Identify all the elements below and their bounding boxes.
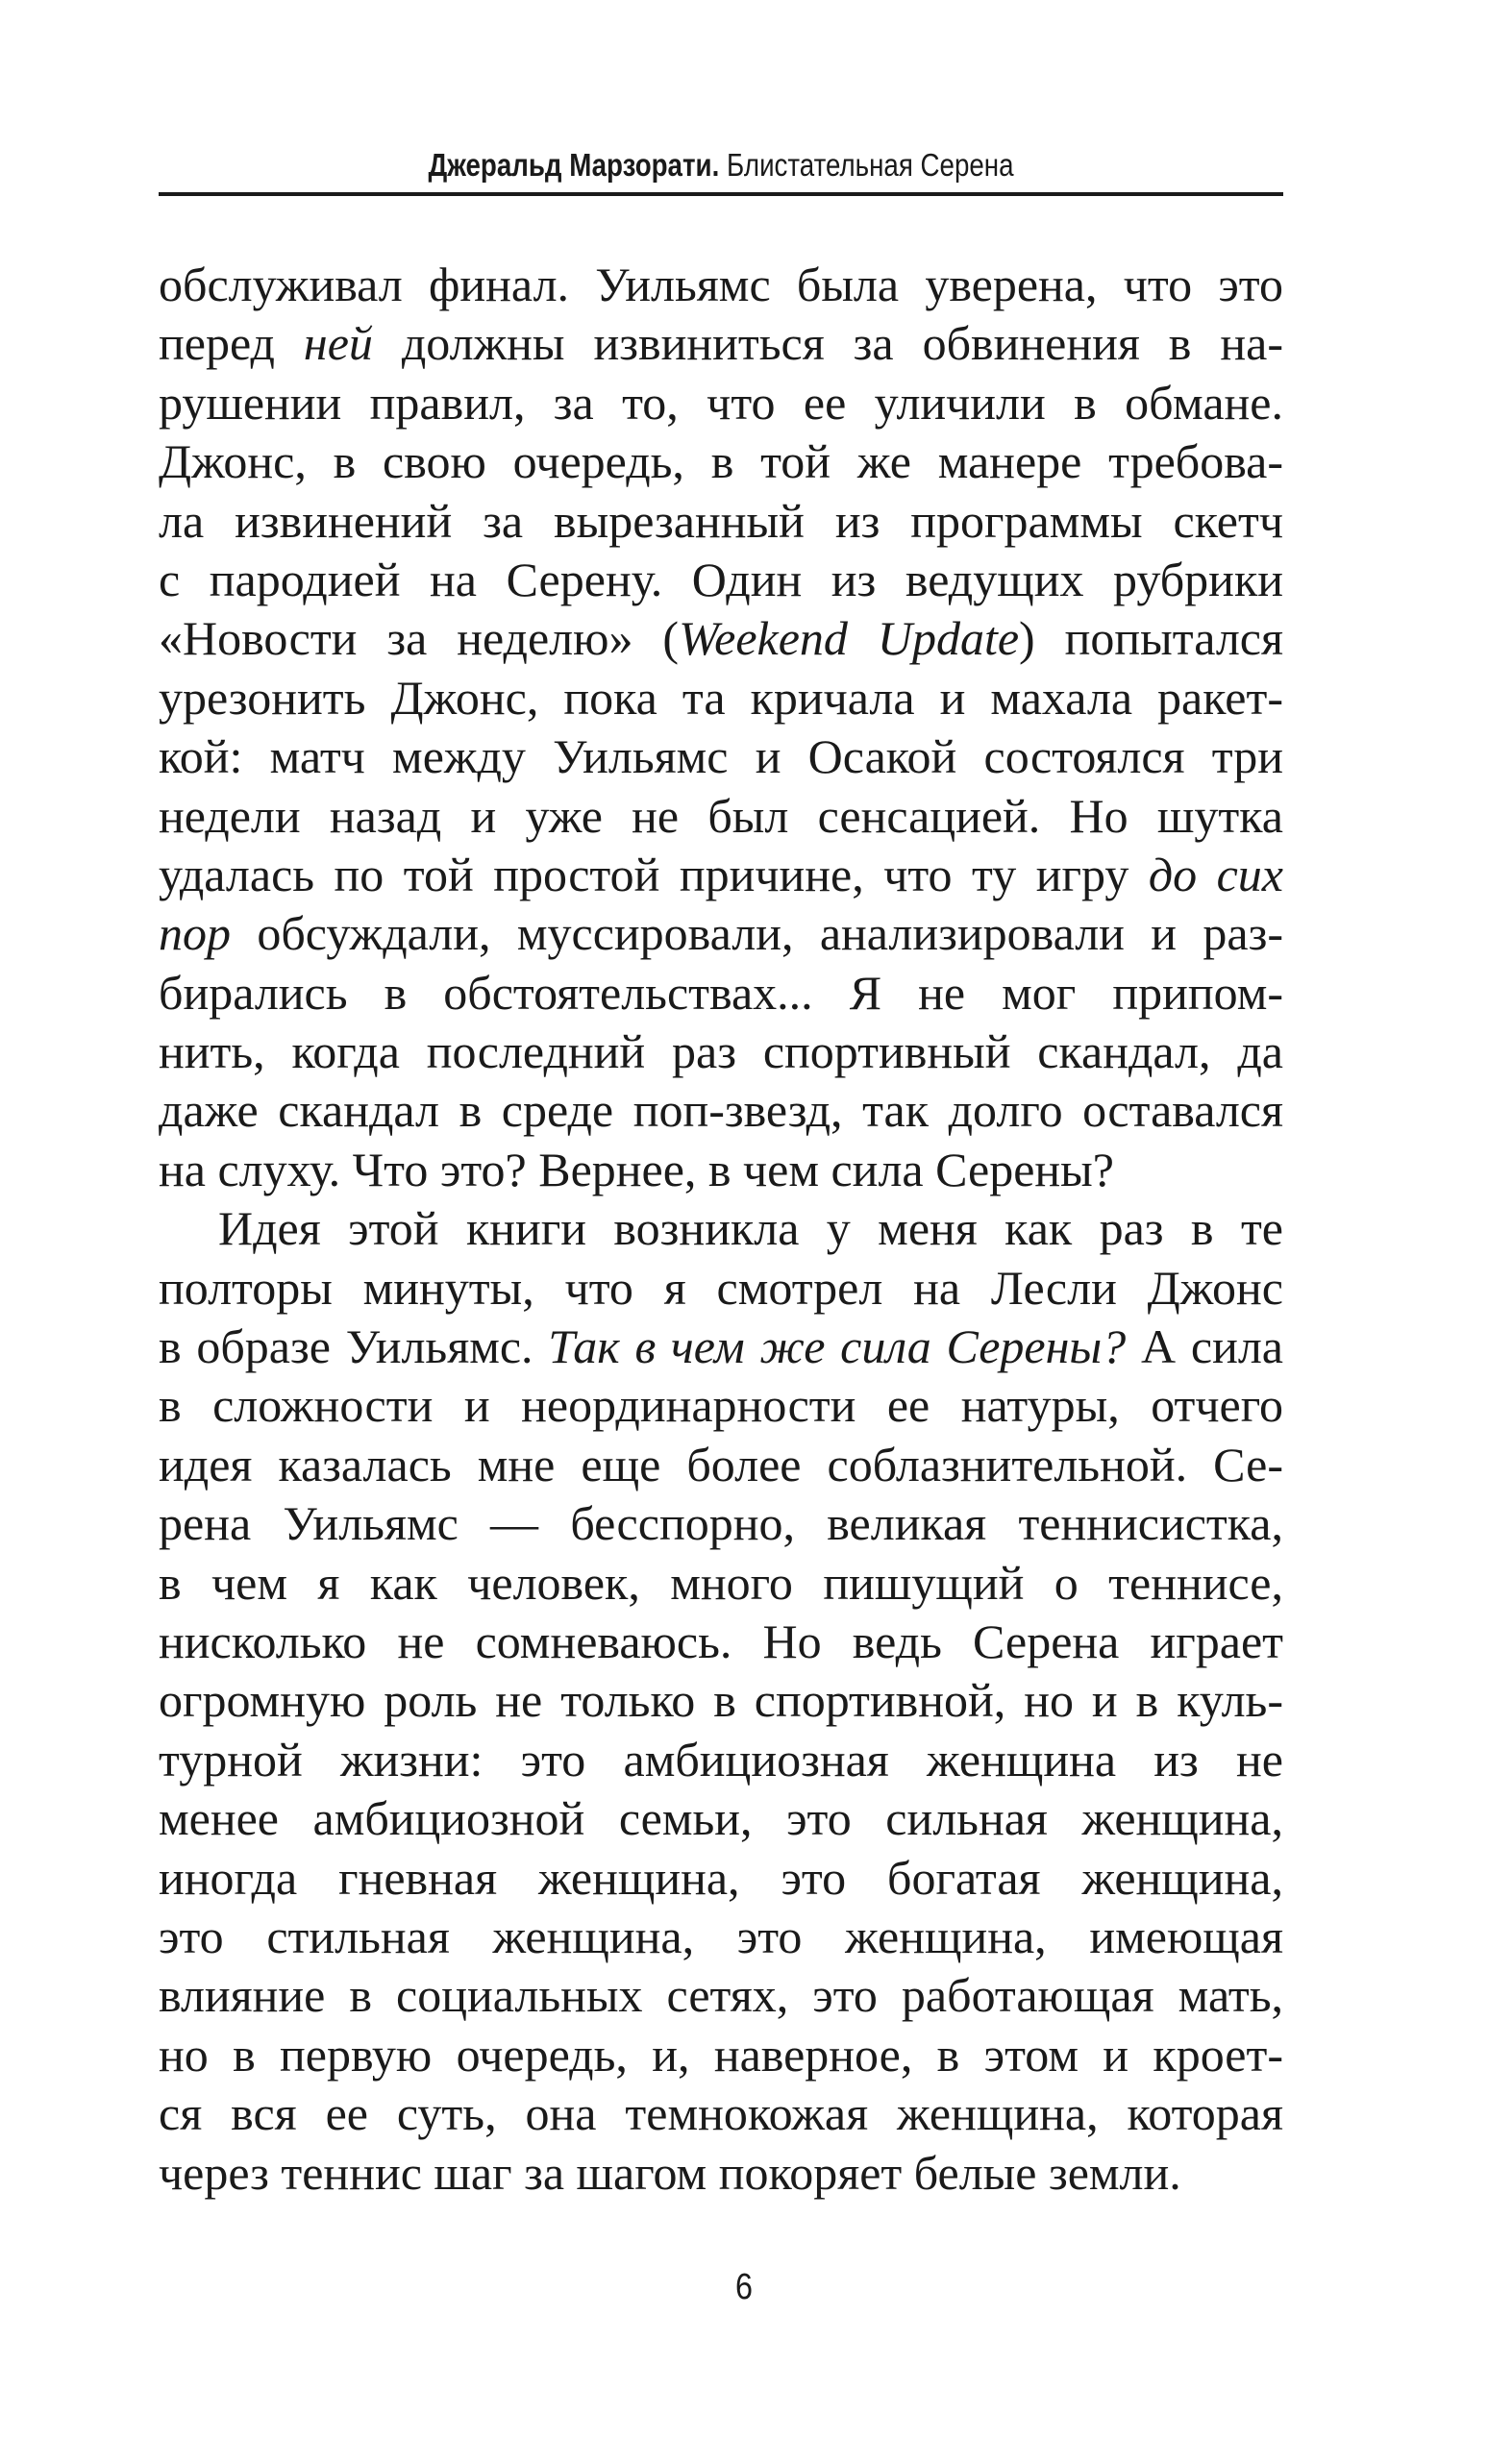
text-line	[159, 964, 1283, 1023]
text-line	[159, 2084, 1283, 2143]
text-run: на слуху. Что это? Вернее, в чем сила Серены?	[159, 1142, 1114, 1196]
text-line	[159, 2144, 1283, 2203]
text-line	[159, 374, 1283, 432]
text-line	[159, 256, 1283, 314]
text-run: в сложности и неординарности ее натуры, отчего	[159, 1378, 1283, 1433]
text-line	[159, 1731, 1283, 1789]
text-run: ) попытался	[1019, 611, 1283, 666]
text-run: А сила	[1126, 1319, 1283, 1374]
header-rule	[159, 192, 1283, 196]
text-run: урезонить Джонс, пока та кричала и махала ракет-	[159, 670, 1283, 725]
text-line	[159, 846, 1283, 904]
italic-run: ней	[303, 316, 373, 371]
text-run: нить, когда последний раз спортивный скандал, да	[159, 1024, 1283, 1079]
text-line	[159, 492, 1283, 551]
text-run: с пародией на Серену. Один из ведущих рубрики	[159, 552, 1283, 606]
text-run: рена Уильямс — бесспорно, великая теннисистка,	[159, 1496, 1283, 1551]
text-line	[159, 314, 1283, 373]
text-run: бирались в обстоятельствах... Я не мог припом-	[159, 965, 1283, 1020]
italic-run: Так в чем же сила Серены?	[548, 1319, 1127, 1374]
text-run: идея казалась мне еще более соблазнительной. Се-	[159, 1437, 1283, 1491]
text-run: нисколько не сомневаюсь. Но ведь Серена играет	[159, 1614, 1283, 1668]
text-line	[159, 1199, 1283, 1258]
text-run: Джонс, в свою очередь, в той же манере требова-	[159, 434, 1283, 489]
text-run: но в первую очередь, и, наверное, в этом и кроет-	[159, 2027, 1283, 2082]
text-run: обсуждали, муссировали, анализировали и раз-	[231, 906, 1283, 961]
text-line	[159, 727, 1283, 786]
text-line	[159, 904, 1283, 963]
text-run: огромную роль не только в спортивной, но и в куль-	[159, 1673, 1283, 1728]
text-line	[159, 1908, 1283, 1966]
text-run: «Новости за неделю» (	[159, 611, 680, 666]
text-run: влияние в социальных сетях, это работающая мать,	[159, 1968, 1283, 2023]
text-line	[159, 551, 1283, 609]
text-run: недели назад и уже не был сенсацией. Но шутка	[159, 788, 1283, 843]
text-line	[159, 1789, 1283, 1848]
text-line	[159, 1671, 1283, 1730]
text-run: рушении правил, за то, что ее уличили в обмане.	[159, 375, 1283, 430]
text-line	[159, 1318, 1283, 1376]
text-run: Идея этой книги возникла у меня как раз в те	[218, 1201, 1283, 1256]
page-number: 6	[735, 2267, 753, 2307]
text-line	[159, 609, 1283, 668]
text-line	[159, 1494, 1283, 1553]
running-head-title: Блистательная Серена	[727, 147, 1014, 183]
italic-run: до сих	[1148, 847, 1283, 901]
text-run: турной жизни: это амбициозная женщина из не	[159, 1732, 1283, 1786]
text-run: ся вся ее суть, она темнокожая женщина, которая	[159, 2086, 1283, 2141]
text-run: в чем я как человек, много пишущий о теннисе,	[159, 1555, 1283, 1610]
text-line	[159, 1081, 1283, 1140]
paragraph	[159, 256, 1283, 1199]
text-line	[159, 1966, 1283, 2025]
text-run: удалась по той простой причине, что ту игру	[159, 847, 1149, 901]
text-line	[159, 1613, 1283, 1671]
text-line	[159, 1023, 1283, 1081]
text-run: через теннис шаг за шагом покоряет белые земли.	[159, 2145, 1181, 2200]
text-line	[159, 2026, 1283, 2084]
text-line	[159, 787, 1283, 846]
italic-run: пор	[159, 906, 231, 961]
text-line	[159, 669, 1283, 727]
text-run: обслуживал финал. Уильямс была уверена, что это	[159, 258, 1283, 311]
text-run: в образе Уильямс.	[159, 1319, 549, 1374]
text-line	[159, 1376, 1283, 1435]
text-line	[159, 1141, 1283, 1199]
text-line	[159, 1259, 1283, 1318]
text-run: перед	[159, 316, 304, 371]
paragraph	[159, 1199, 1283, 2203]
text-run: должны извиниться за обвинения в на-	[372, 316, 1283, 371]
running-head	[249, 144, 1194, 186]
text-line	[159, 432, 1283, 491]
text-run: полторы минуты, что я смотрел на Лесли Джонс	[159, 1260, 1283, 1315]
running-head-author: Джеральд Марзорати.	[428, 147, 720, 183]
text-run: иногда гневная женщина, это богатая женщина,	[159, 1850, 1283, 1905]
text-line	[159, 1436, 1283, 1494]
text-run: кой: матч между Уильямс и Осакой состоялся три	[159, 729, 1283, 784]
text-line	[159, 1554, 1283, 1613]
text-run: менее амбициозной семьи, это сильная женщина,	[159, 1791, 1283, 1846]
text-run: ла извинений за вырезанный из программы скетч	[159, 493, 1283, 548]
text-run: это стильная женщина, это женщина, имеющая	[159, 1909, 1283, 1963]
text-run: даже скандал в среде поп-звезд, так долго оставался	[159, 1083, 1283, 1138]
body-text	[159, 256, 1283, 2203]
italic-run: Weekend Update	[679, 611, 1020, 666]
text-line	[159, 1849, 1283, 1908]
